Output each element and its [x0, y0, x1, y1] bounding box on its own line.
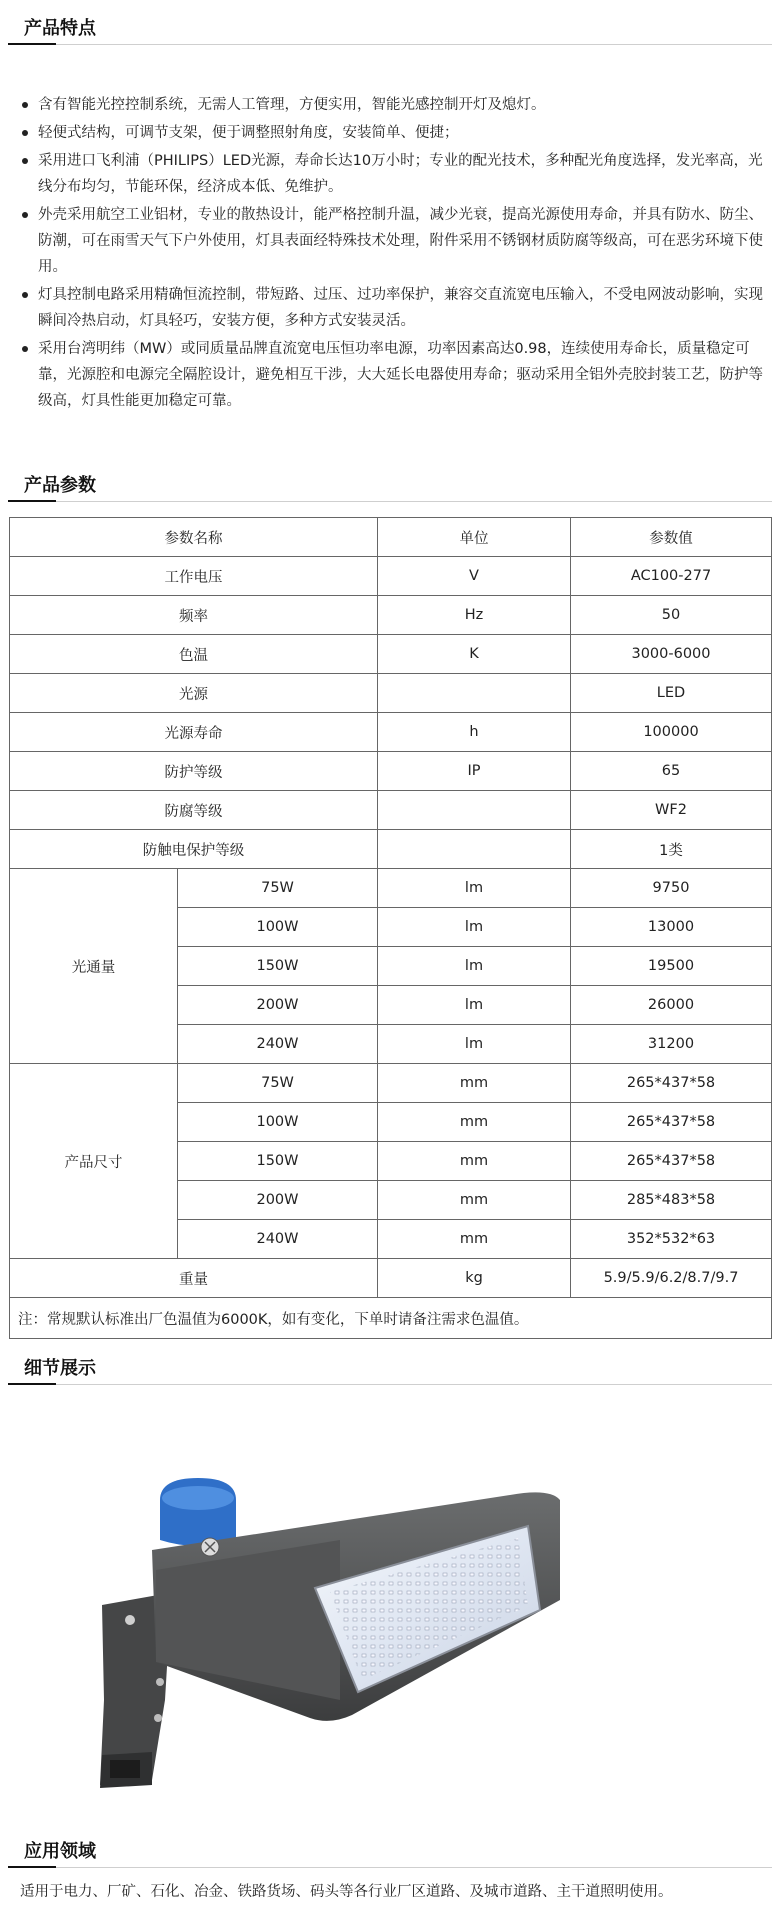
unit-cell: mm	[378, 1103, 571, 1142]
unit-cell: kg	[378, 1259, 571, 1298]
unit-cell: h	[378, 713, 571, 752]
features-title: 产品特点	[24, 18, 96, 39]
wattage-cell: 200W	[178, 1181, 378, 1220]
table-row	[10, 674, 772, 713]
wattage-cell: 150W	[178, 1142, 378, 1181]
wattage-cell: 75W	[178, 1064, 378, 1103]
param-name-cell: 频率	[10, 596, 378, 635]
feature-item	[20, 282, 768, 334]
unit-cell: mm	[378, 1181, 571, 1220]
param-name-cell: 重量	[10, 1259, 378, 1298]
value-cell: LED	[571, 674, 772, 713]
unit-cell: lm	[378, 869, 571, 908]
table-header-row	[10, 518, 772, 557]
param-name-cell: 防护等级	[10, 752, 378, 791]
value-cell: 31200	[571, 1025, 772, 1064]
unit-cell: Hz	[378, 596, 571, 635]
table-row	[10, 830, 772, 869]
flux-group-label: 光通量	[10, 869, 178, 1064]
applications-text: 适用于电力、厂矿、石化、冶金、铁路货场、码头等各行业厂区道路、及城市道路、主干道照明使用。	[20, 1884, 673, 1900]
header-param-name: 参数名称	[10, 518, 378, 557]
param-name-cell: 光源寿命	[10, 713, 378, 752]
feature-item	[20, 92, 768, 118]
table-row	[10, 596, 772, 635]
value-cell: 50	[571, 596, 772, 635]
value-cell: 3000-6000	[571, 635, 772, 674]
unit-cell: V	[378, 557, 571, 596]
bullet-icon	[22, 346, 28, 352]
value-cell: 1类	[571, 830, 772, 869]
size-group-label: 产品尺寸	[10, 1064, 178, 1259]
value-cell: 65	[571, 752, 772, 791]
param-name-cell: 光源	[10, 674, 378, 713]
value-cell: 19500	[571, 947, 772, 986]
unit-cell: IP	[378, 752, 571, 791]
table-row	[10, 713, 772, 752]
apps-title: 应用领域	[24, 1841, 96, 1862]
value-cell: AC100-277	[571, 557, 772, 596]
unit-cell: lm	[378, 1025, 571, 1064]
bullet-icon	[22, 130, 28, 136]
param-name-cell: 色温	[10, 635, 378, 674]
title-underline	[8, 1866, 56, 1868]
feature-item	[20, 202, 768, 280]
table-row	[10, 1259, 772, 1298]
params-section-header	[8, 467, 772, 502]
unit-cell: mm	[378, 1064, 571, 1103]
unit-cell: mm	[378, 1220, 571, 1259]
header-unit: 单位	[378, 518, 571, 557]
features-list	[20, 92, 768, 416]
unit-cell	[378, 791, 571, 830]
value-cell: WF2	[571, 791, 772, 830]
table-note-row	[10, 1298, 772, 1339]
value-cell: 100000	[571, 713, 772, 752]
wattage-cell: 240W	[178, 1025, 378, 1064]
table-row	[10, 635, 772, 674]
bullet-icon	[22, 158, 28, 164]
bullet-icon	[22, 102, 28, 108]
param-name-cell: 防触电保护等级	[10, 830, 378, 869]
value-cell: 26000	[571, 986, 772, 1025]
value-cell: 9750	[571, 869, 772, 908]
unit-cell: lm	[378, 947, 571, 986]
feature-text: 采用进口飞利浦（PHILIPS）LED光源，寿命长达10万小时；专业的配光技术，多种配光角度选择，发光率高，光线分布均匀，节能环保，经济成本低、免维护。	[38, 153, 763, 195]
details-title: 细节展示	[24, 1358, 96, 1379]
street-light-product-image	[90, 1400, 700, 1810]
wattage-cell: 100W	[178, 1103, 378, 1142]
feature-text: 含有智能光控控制系统，无需人工管理，方便实用，智能光感控制开灯及熄灯。	[38, 97, 546, 113]
details-section-header	[8, 1350, 772, 1385]
features-section-header	[8, 10, 772, 45]
params-title: 产品参数	[24, 475, 96, 496]
param-name-cell: 防腐等级	[10, 791, 378, 830]
value-cell: 285*483*58	[571, 1181, 772, 1220]
unit-cell: lm	[378, 908, 571, 947]
wattage-cell: 200W	[178, 986, 378, 1025]
feature-text: 采用台湾明纬（MW）或同质量品牌直流宽电压恒功率电源，功率因素高达0.98，连续使用寿命长，质量稳定可靠，光源腔和电源完全隔腔设计，避免相互干涉，大大延长电器使用寿命；驱动采用全铝外壳胶封装工艺，防护等级高，灯具性能更加稳定可靠。	[38, 341, 763, 409]
param-name-cell: 工作电压	[10, 557, 378, 596]
feature-item	[20, 148, 768, 200]
unit-cell	[378, 830, 571, 869]
table-row	[10, 791, 772, 830]
table-row	[10, 557, 772, 596]
bullet-icon	[22, 212, 28, 218]
title-underline	[8, 500, 56, 502]
title-underline	[8, 43, 56, 45]
unit-cell: mm	[378, 1142, 571, 1181]
value-cell: 13000	[571, 908, 772, 947]
feature-item	[20, 120, 768, 146]
value-cell: 265*437*58	[571, 1142, 772, 1181]
bullet-icon	[22, 292, 28, 298]
feature-text: 外壳采用航空工业铝材，专业的散热设计，能严格控制升温，减少光衰，提高光源使用寿命，并具有防水、防尘、防潮，可在雨雪天气下户外使用，灯具表面经特殊技术处理，附件采用不锈钢材质防腐等级高，可在恶劣环境下使用。	[38, 207, 763, 275]
value-cell: 265*437*58	[571, 1064, 772, 1103]
wattage-cell: 240W	[178, 1220, 378, 1259]
value-cell: 265*437*58	[571, 1103, 772, 1142]
unit-cell: lm	[378, 986, 571, 1025]
wattage-cell: 100W	[178, 908, 378, 947]
value-cell: 5.9/5.9/6.2/8.7/9.7	[571, 1259, 772, 1298]
table-row	[10, 752, 772, 791]
table-note: 注：常规默认标准出厂色温值为6000K，如有变化，下单时请备注需求色温值。	[10, 1298, 772, 1339]
unit-cell	[378, 674, 571, 713]
feature-item	[20, 336, 768, 414]
params-table	[9, 517, 772, 1339]
feature-text: 轻便式结构，可调节支架，便于调整照射角度，安装简单、便捷；	[38, 125, 459, 141]
value-cell: 352*532*63	[571, 1220, 772, 1259]
table-row	[10, 1064, 772, 1103]
title-underline	[8, 1383, 56, 1385]
table-row	[10, 869, 772, 908]
header-param-value: 参数值	[571, 518, 772, 557]
wattage-cell: 75W	[178, 869, 378, 908]
apps-section-header	[8, 1833, 772, 1868]
wattage-cell: 150W	[178, 947, 378, 986]
feature-text: 灯具控制电路采用精确恒流控制，带短路、过压、过功率保护，兼容交直流宽电压输入，不受电网波动影响，实现瞬间冷热启动，灯具轻巧，安装方便，多种方式安装灵活。	[38, 287, 763, 329]
unit-cell: K	[378, 635, 571, 674]
